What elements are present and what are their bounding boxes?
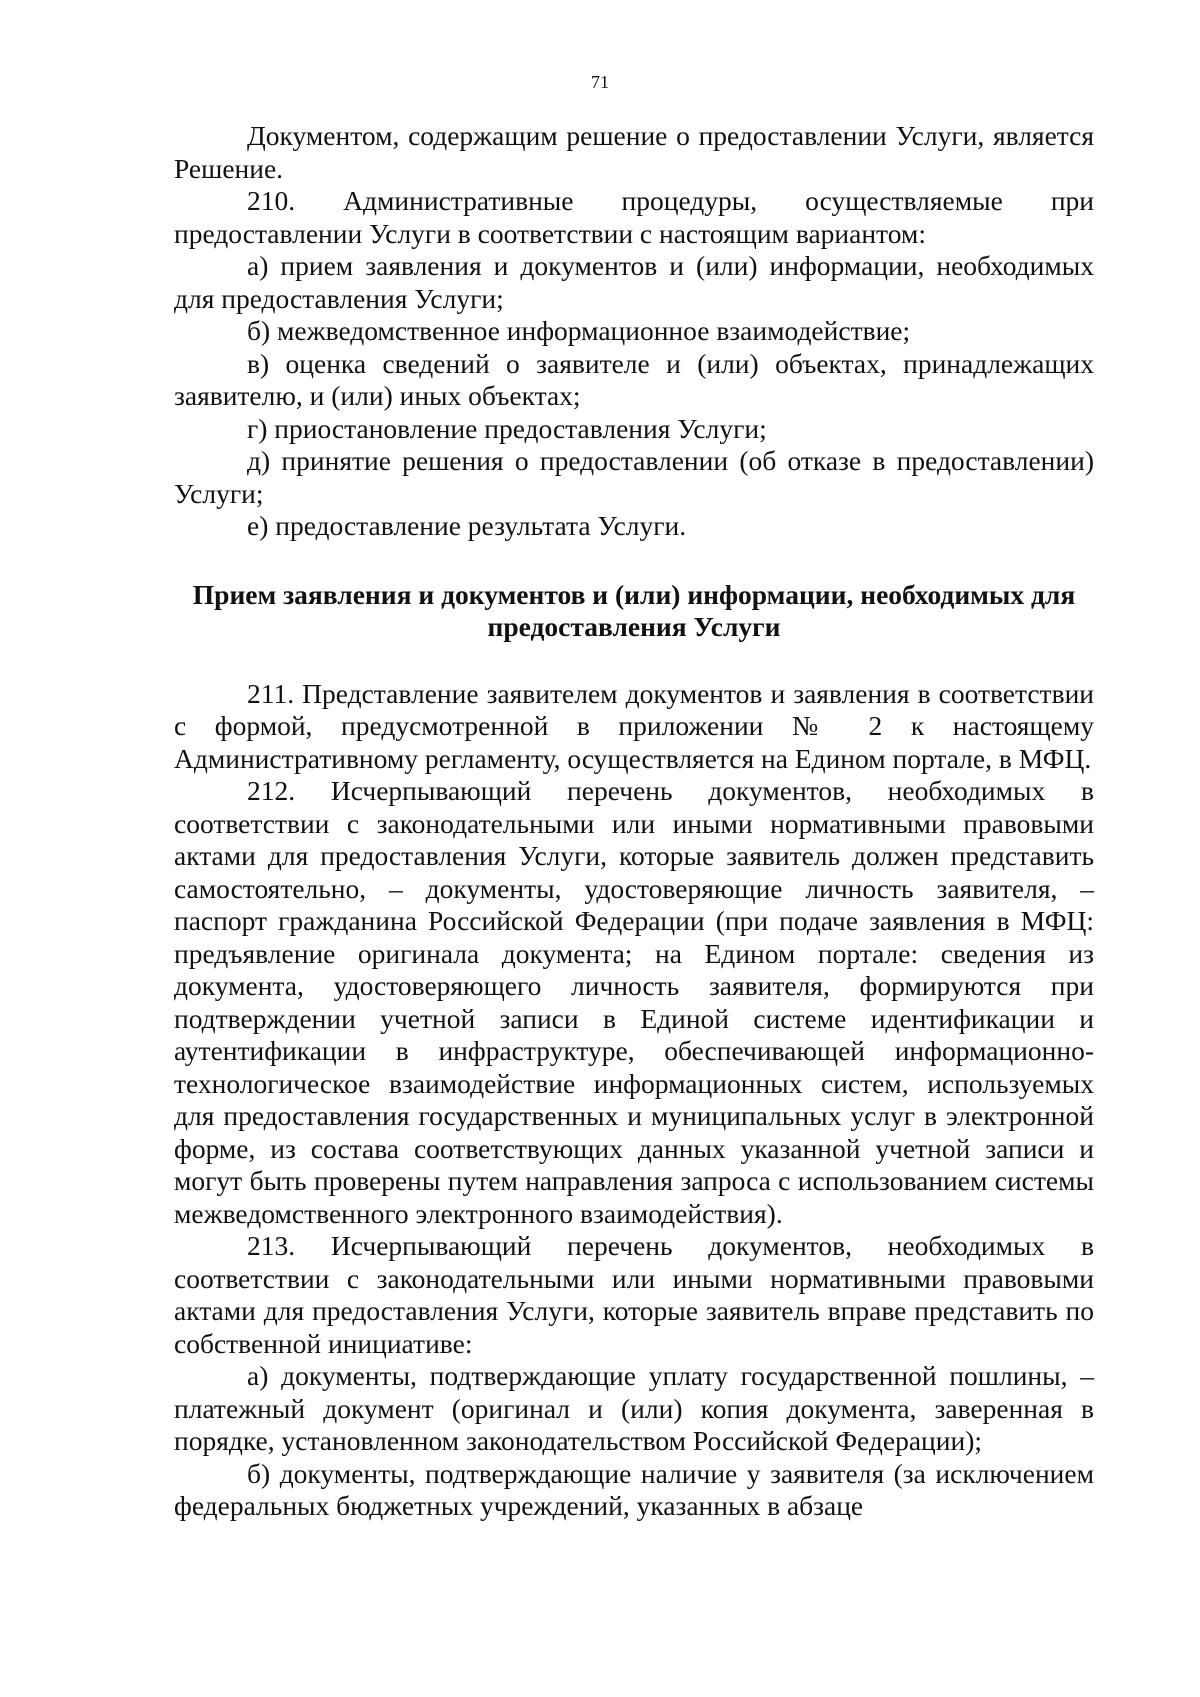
section-heading-line-1: Прием заявления и документов и (или) информации, необходимых для <box>192 578 1076 610</box>
list-item-213-a: а) документы, подтверждающие уплату государственной пошлины, – платежный документ (оригинал и (или) копия документа, заверенная в порядке, установленном законодательством Российской Федерации); <box>174 1360 1094 1456</box>
paragraph-211: 211. Представление заявителем документов и заявления в соответствии с формой, предусмотренной в приложении № 2 к настоящему Административному регламенту, осуществляется на Едином портале, в МФЦ. <box>174 677 1094 774</box>
paragraph-213: 213. Исчерпывающий перечень документов, необходимых в соответствии с законодательными или иными нормативными правовыми актами для предоставления Услуги, которые заявитель вправе представить по собственной инициативе: <box>174 1230 1094 1359</box>
list-item-e: е) предоставление результата Услуги. <box>247 510 687 541</box>
page-number: 71 <box>591 72 609 92</box>
list-item-b: б) межведомственное информационное взаимодействие; <box>247 315 911 346</box>
paragraph-212: 212. Исчерпывающий перечень документов, необходимых в соответствии с законодательными или иными нормативными правовыми актами для предоставления Услуги, которые заявитель должен представить самостоятельно, – документы, удостоверяющие личность заявителя, – паспорт гражданина Российской Федерации (при подаче заявления в МФЦ: предъявление оригинала документа; на Едином портале: сведения из документа, удостоверяющего личность заявителя, формируются при подтверждении учетной записи в Единой системе идентификации и аутентификации в инфраструктуре, обеспечивающей информационно-технологическое взаимодействие информационных систем, используемых для предоставления государственных и муниципальных услуг в электронной форме, из состава соответствующих данных указанной учетной записи и могут быть проверены путем направления запроса с использованием системы межведомственного электронного взаимодействия). <box>174 775 1094 1229</box>
section-heading-line-2: предоставления Услуги <box>487 611 781 642</box>
section-heading <box>174 579 1094 644</box>
paragraph-210: 210. Административные процедуры, осуществляемые при предоставлении Услуги в соответствии с настоящим вариантом: <box>174 185 1094 249</box>
list-item-213-b: б) документы, подтверждающие наличие у заявителя (за исключением федеральных бюджетных учреждений, указанных в абзаце <box>174 1457 1094 1521</box>
document-body <box>174 120 1094 1523</box>
list-item-a: а) прием заявления и документов и (или) информации, необходимых для предоставления Услуги; <box>174 250 1094 314</box>
list-item-d: д) принятие решения о предоставлении (об отказе в предоставлении) Услуги; <box>174 445 1094 509</box>
list-item-g: г) приостановление предоставления Услуги; <box>247 412 767 444</box>
list-item-v: в) оценка сведений о заявителе и (или) объектах, принадлежащих заявителю, и (или) иных объектах; <box>174 347 1094 411</box>
paragraph-result-document: Документом, содержащим решение о предоставлении Услуги, является Решение. <box>174 120 1094 184</box>
